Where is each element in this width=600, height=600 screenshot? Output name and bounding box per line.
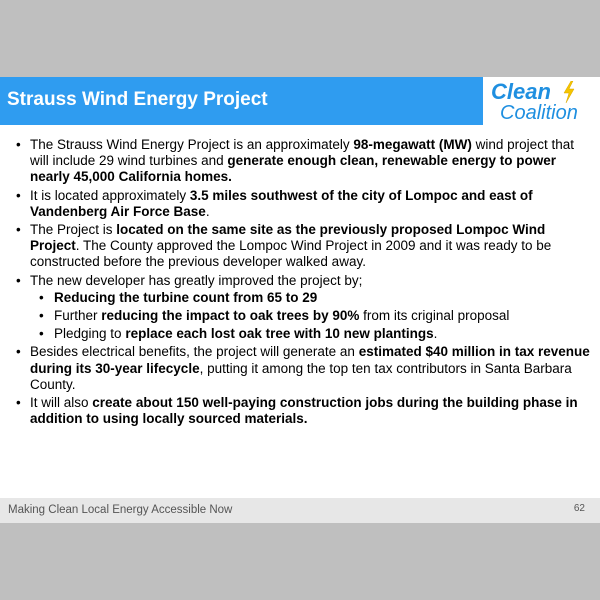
bullet-list (14, 137, 590, 427)
clean-coalition-logo (487, 79, 597, 125)
bullet-text: The new developer has greatly improved the project by; (30, 272, 363, 288)
bullet-text: Pledging to (54, 326, 126, 342)
bullet-text: The Strauss Wind Energy Project is an approximately (30, 137, 354, 152)
title-bar (0, 77, 483, 125)
bullet-text: wind project that will include 29 wind turbines and (30, 137, 574, 169)
lightning-bolt-icon (562, 81, 576, 103)
bullet-text: Further (54, 308, 102, 324)
bullet-text: , putting it among the top ten tax contributors in Santa Barbara County. (30, 360, 572, 392)
logo-line2: Coalition (500, 102, 578, 124)
sub-bullet-item (30, 290, 590, 306)
slide-content (14, 137, 590, 429)
bullet-item (14, 222, 590, 271)
slide-title: Strauss Wind Energy Project (7, 89, 268, 110)
bullet-text: . (433, 326, 438, 342)
logo-line1: Clean (491, 79, 551, 104)
bullet-text-bold: located on the same site as the previously proposed Lompoc Wind Project (30, 222, 546, 254)
bullet-text-bold: reducing the impact to oak trees by 90% (101, 308, 360, 324)
bullet-text: Besides electrical benefits, the project will generate an (30, 344, 359, 360)
bullet-text-bold: 98-megawatt (MW) (353, 137, 472, 152)
bullet-item (14, 137, 590, 186)
bullet-text: . (205, 203, 210, 219)
bullet-text-bold: 3.5 miles southwest of the city of Lompoc and east of Vandenberg Air Force Base (30, 187, 533, 219)
bullet-text-bold: replace each lost oak tree with 10 new plantings (125, 326, 434, 342)
bullet-text-bold: Reducing the turbine count from 65 to 29 (54, 289, 318, 305)
sub-bullet-list (30, 290, 590, 343)
bullet-item (14, 344, 590, 393)
bullet-item (14, 273, 590, 343)
bullet-text-bold: create about 150 well-paying construction jobs during the building phase in addition to using locally sourced materials. (30, 395, 578, 427)
bullet-text-bold: generate enough clean, renewable energy to power nearly 45,000 California homes. (30, 153, 556, 185)
footer-text: Making Clean Local Energy Accessible Now (8, 504, 233, 516)
bullet-item (14, 188, 590, 220)
sub-bullet-item (30, 308, 590, 324)
slide (0, 77, 600, 523)
bullet-text-bold: estimated $40 million in tax revenue during its 30-year lifecycle (30, 344, 590, 376)
bullet-item (14, 395, 590, 427)
slide-footer (0, 498, 600, 523)
bullet-text: The Project is (30, 222, 117, 238)
page-number: 62 (573, 503, 585, 514)
bullet-text: . The County approved the Lompoc Wind Project in 2009 and it was ready to be constructed before the previous developer walked away. (30, 238, 552, 270)
bullet-text: It is located approximately (30, 187, 190, 203)
bullet-text: It will also (30, 395, 93, 411)
sub-bullet-item (30, 326, 590, 342)
bullet-text: from its criginal proposal (359, 308, 510, 324)
